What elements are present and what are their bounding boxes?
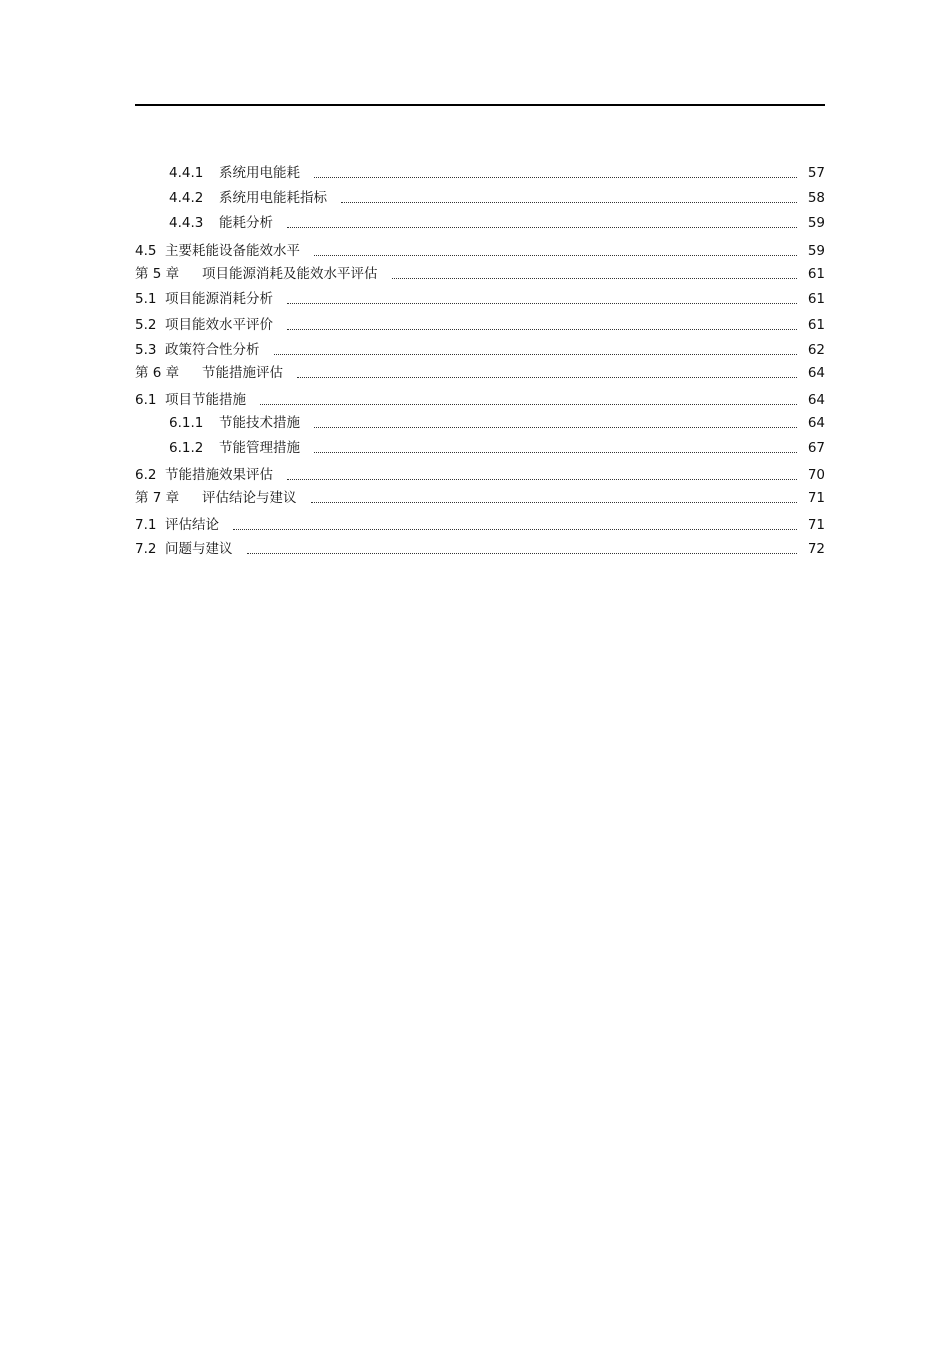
toc-entry[interactable]	[135, 362, 825, 382]
dot-leader	[287, 329, 797, 330]
toc-entry[interactable]	[135, 339, 825, 359]
dot-leader	[314, 452, 797, 453]
toc-entry-page: 59	[807, 215, 825, 231]
toc-entry-title: 评估结论	[165, 517, 219, 533]
toc-entry-page: 59	[807, 243, 825, 259]
toc-entry[interactable]	[135, 437, 825, 457]
toc-entry[interactable]	[135, 187, 825, 207]
toc-entry[interactable]	[135, 240, 825, 260]
toc-entry-number: 6.2	[135, 467, 157, 483]
toc-entry-number: 4.4.2	[169, 190, 204, 206]
toc-entry-title: 政策符合性分析	[165, 342, 260, 358]
toc-entry-number: 5.3	[135, 342, 157, 358]
toc-entry-page: 58	[807, 190, 825, 206]
toc-entry[interactable]	[135, 464, 825, 484]
dot-leader	[287, 303, 797, 304]
toc-entry-title: 问题与建议	[165, 541, 233, 557]
toc-entry-title: 项目能源消耗分析	[165, 291, 273, 307]
toc-entry-number: 6.1	[135, 392, 157, 408]
dot-leader	[247, 553, 798, 554]
toc-entry-title: 节能措施效果评估	[165, 467, 273, 483]
toc-entry-page: 71	[807, 517, 825, 533]
toc-entry-page: 71	[807, 490, 825, 506]
toc-entry[interactable]	[135, 263, 825, 283]
dot-leader	[287, 479, 797, 480]
toc-entry-number: 7.2	[135, 541, 157, 557]
toc-entry-title: 系统用电能耗	[219, 165, 300, 181]
toc-entry-page: 61	[807, 266, 825, 282]
toc-entry-title: 节能技术措施	[219, 415, 300, 431]
toc-entry-page: 67	[807, 440, 825, 456]
toc-entry-title: 节能管理措施	[219, 440, 300, 456]
toc-entry-title: 系统用电能耗指标	[219, 190, 327, 206]
toc-entry-number: 6.1.1	[169, 415, 204, 431]
toc-entry-title: 评估结论与建议	[202, 490, 297, 506]
toc-entry-number: 5.2	[135, 317, 157, 333]
toc-entry-page: 70	[807, 467, 825, 483]
toc-entry-page: 72	[807, 541, 825, 557]
dot-leader	[274, 354, 798, 355]
toc-entry[interactable]	[135, 514, 825, 534]
toc-entry-page: 57	[807, 165, 825, 181]
dot-leader	[341, 202, 797, 203]
toc-entry[interactable]	[135, 538, 825, 558]
toc-entry-number: 4.4.1	[169, 165, 204, 181]
toc-entry-page: 61	[807, 291, 825, 307]
toc-entry-page: 61	[807, 317, 825, 333]
dot-leader	[314, 427, 797, 428]
dot-leader	[260, 404, 797, 405]
dot-leader	[314, 255, 797, 256]
toc-entry[interactable]	[135, 288, 825, 308]
toc-entry-number: 4.5	[135, 243, 157, 259]
dot-leader	[287, 227, 797, 228]
toc-entry-number: 7.1	[135, 517, 157, 533]
toc-entry-page: 64	[807, 392, 825, 408]
dot-leader	[311, 502, 798, 503]
toc-entry-number: 第 5 章	[135, 266, 180, 282]
toc-entry-title: 项目节能措施	[165, 392, 246, 408]
toc-entry[interactable]	[135, 162, 825, 182]
dot-leader	[297, 377, 797, 378]
toc-entry-number: 4.4.3	[169, 215, 204, 231]
toc-entry[interactable]	[135, 212, 825, 232]
toc-entry[interactable]	[135, 314, 825, 334]
dot-leader	[233, 529, 797, 530]
toc-entry-title: 项目能效水平评价	[165, 317, 273, 333]
toc-entry-page: 62	[807, 342, 825, 358]
toc-entry[interactable]	[135, 487, 825, 507]
toc-entry-title: 项目能源消耗及能效水平评估	[202, 266, 378, 282]
dot-leader	[314, 177, 797, 178]
toc-entry-title: 节能措施评估	[202, 365, 283, 381]
toc-entry-number: 第 6 章	[135, 365, 180, 381]
toc-entry-number: 第 7 章	[135, 490, 180, 506]
toc-entry[interactable]	[135, 412, 825, 432]
toc-entry-page: 64	[807, 415, 825, 431]
header-rule	[135, 104, 825, 106]
toc-entry-number: 5.1	[135, 291, 157, 307]
toc-entry-title: 能耗分析	[219, 215, 273, 231]
toc-entry[interactable]	[135, 389, 825, 409]
toc-entry-number: 6.1.2	[169, 440, 204, 456]
dot-leader	[392, 278, 798, 279]
toc-entry-page: 64	[807, 365, 825, 381]
toc-entry-title: 主要耗能设备能效水平	[165, 243, 300, 259]
